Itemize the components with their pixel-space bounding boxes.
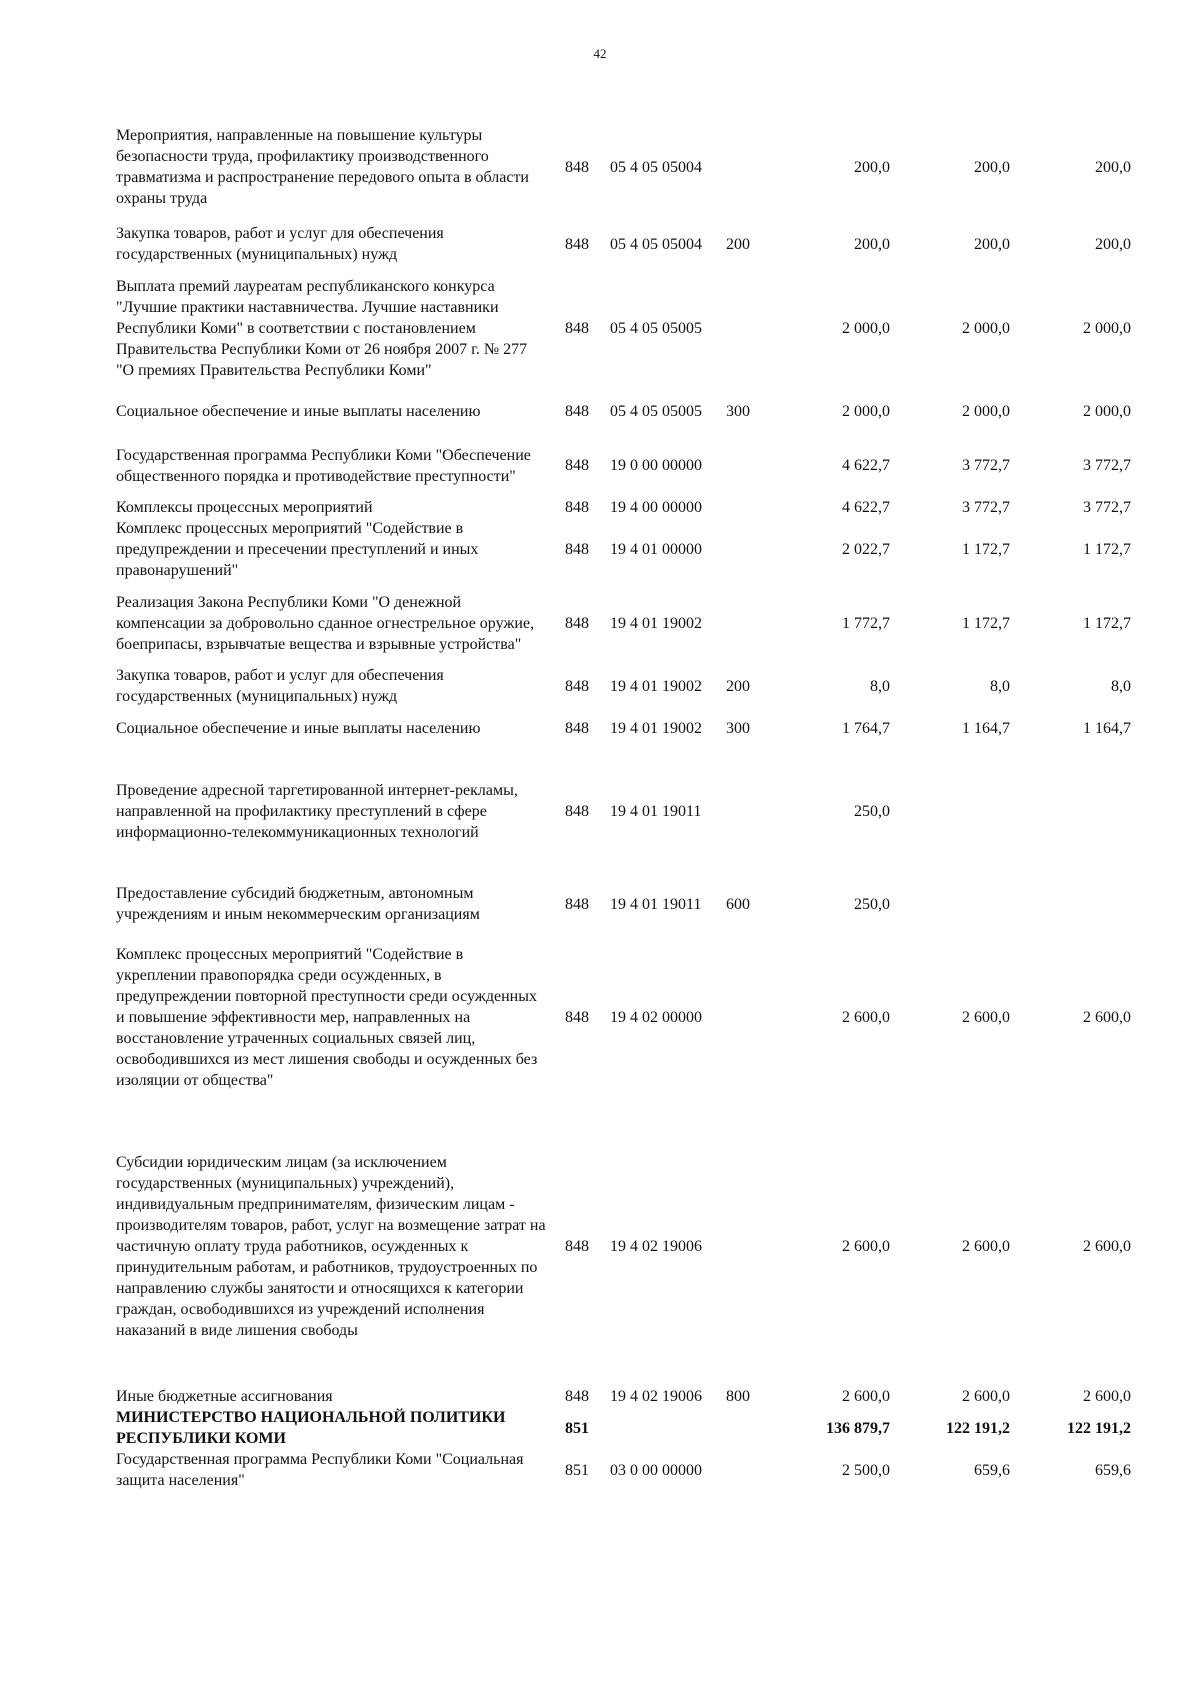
row-amount-3: 2 000,0 — [1083, 403, 1131, 420]
row-csr: 05 4 05 05004 — [610, 235, 702, 253]
row-vr: 200 — [726, 677, 750, 695]
row-gr: 848 — [565, 1388, 589, 1405]
row-name: Государственная программа Республики Коми "Обеспечение общественного порядка и противодействие преступности" — [116, 446, 531, 485]
row-vr — [726, 581, 780, 665]
row-gr: 851 — [565, 1419, 589, 1437]
row-gr: 851 — [565, 1461, 589, 1479]
row-amount-1: 2 000,0 — [842, 403, 890, 420]
row-gr: 848 — [565, 403, 589, 420]
table-row — [116, 769, 1131, 853]
row-amount-3: 3 772,7 — [1083, 457, 1131, 474]
row-amount-3: 1 172,7 — [1083, 614, 1131, 632]
row-amount-1: 2 600,0 — [842, 1237, 890, 1255]
row-vr — [726, 434, 780, 497]
row-gr: 848 — [565, 499, 589, 516]
row-gr: 848 — [565, 235, 589, 253]
row-amount-2: 2 600,0 — [962, 1237, 1010, 1255]
row-vr: 200 — [726, 235, 750, 253]
row-vr — [726, 1407, 780, 1449]
row-amount-1: 2 000,0 — [842, 319, 890, 337]
row-amount-1: 200,0 — [854, 158, 890, 176]
table-row — [116, 1141, 1131, 1351]
row-name: Комплексы процессных мероприятий — [116, 499, 373, 516]
row-amount-3: 200,0 — [1095, 158, 1131, 176]
row-name: Социальное обеспечение и иные выплаты населению — [116, 403, 481, 420]
row-amount-3: 200,0 — [1095, 235, 1131, 253]
row-csr: 19 4 00 00000 — [610, 499, 702, 516]
row-gr: 848 — [565, 457, 589, 474]
row-vr — [726, 125, 780, 209]
row-gr: 848 — [565, 319, 589, 337]
row-amount-1: 200,0 — [854, 235, 890, 253]
row-vr: 600 — [726, 895, 750, 913]
row-amount-2: 1 172,7 — [962, 541, 1010, 558]
row-amount-1: 250,0 — [854, 802, 890, 820]
budget-table — [116, 125, 1131, 1491]
row-amount-3 — [1010, 769, 1131, 853]
table-row — [116, 434, 1131, 497]
row-amount-3: 2 600,0 — [1083, 1388, 1131, 1405]
row-vr — [726, 769, 780, 853]
row-amount-3: 659,6 — [1095, 1461, 1131, 1479]
row-amount-1: 4 622,7 — [842, 457, 890, 474]
row-amount-1: 4 622,7 — [842, 499, 890, 516]
table-row — [116, 223, 1131, 265]
row-csr: 05 4 05 05004 — [610, 158, 702, 176]
row-gr: 848 — [565, 158, 589, 176]
row-name: Проведение адресной таргетированной интернет-рекламы, направленной на профилактику преступлений в сфере информационно-телекоммуникационных технологий — [116, 781, 518, 841]
row-gr: 848 — [565, 895, 589, 913]
row-amount-3: 2 600,0 — [1083, 1008, 1131, 1026]
row-name: Выплата премий лауреатам республиканского конкурса "Лучшие практики наставничества. Лучшие наставники Республики Коми" в соответствии с постановлением Правительства Республики Коми от 26 ноября 2007 г. № 277 "О премиях Правительства Республики Коми" — [116, 277, 528, 379]
row-amount-1: 1 772,7 — [842, 614, 890, 632]
table-row — [116, 518, 1131, 581]
row-csr: 05 4 05 05005 — [610, 319, 702, 337]
row-csr: 19 4 01 19002 — [610, 677, 702, 695]
row-amount-2: 3 772,7 — [962, 457, 1010, 474]
row-amount-3 — [1010, 883, 1131, 925]
row-amount-2: 2 000,0 — [962, 319, 1010, 337]
row-name: Социальное обеспечение и иные выплаты населению — [116, 720, 481, 737]
row-csr: 05 4 05 05005 — [610, 403, 702, 420]
row-name: Государственная программа Республики Коми "Социальная защита населения" — [116, 1451, 524, 1489]
row-vr — [726, 1449, 780, 1491]
row-amount-2: 2 600,0 — [962, 1388, 1010, 1405]
row-vr — [726, 933, 780, 1101]
row-vr — [726, 1141, 780, 1351]
row-amount-2: 2 000,0 — [962, 403, 1010, 420]
table-row — [116, 1407, 1131, 1449]
row-name: Комплекс процессных мероприятий "Содействие в предупреждении и пресечении преступлений и иных правонарушений" — [116, 520, 479, 579]
row-amount-3: 1 164,7 — [1083, 720, 1131, 737]
table-row — [116, 497, 1131, 518]
table-row — [116, 933, 1131, 1101]
row-amount-2 — [890, 769, 1010, 853]
row-amount-1: 2 500,0 — [842, 1461, 890, 1479]
row-gr: 848 — [565, 677, 589, 695]
row-name: Предоставление субсидий бюджетным, автономным учреждениям и иным некоммерческим организациям — [116, 885, 480, 923]
row-name: Реализация Закона Республики Коми "О денежной компенсации за добровольно сданное огнестрельное оружие, боеприпасы, взрывчатые вещества и взрывные устройства" — [116, 593, 535, 653]
row-gr: 848 — [565, 1237, 589, 1255]
row-amount-1: 2 600,0 — [842, 1388, 890, 1405]
row-vr: 300 — [726, 403, 750, 420]
row-csr: 19 0 00 00000 — [610, 457, 702, 474]
table-row — [116, 401, 1131, 422]
row-vr: 300 — [726, 720, 750, 737]
row-name: Закупка товаров, работ и услуг для обеспечения государственных (муниципальных) нужд — [116, 225, 444, 263]
row-csr — [606, 1407, 726, 1449]
row-vr — [726, 497, 780, 518]
row-csr: 19 4 01 19002 — [610, 720, 702, 737]
row-amount-3: 8,0 — [1111, 677, 1131, 695]
row-csr: 19 4 02 19006 — [610, 1388, 702, 1405]
row-csr: 19 4 01 19011 — [610, 895, 702, 913]
row-amount-2: 200,0 — [974, 158, 1010, 176]
row-vr — [726, 265, 780, 391]
row-amount-2 — [890, 883, 1010, 925]
table-row — [116, 125, 1131, 209]
row-amount-1: 8,0 — [870, 677, 890, 695]
row-gr: 848 — [565, 541, 589, 558]
row-csr: 19 4 02 19006 — [610, 1237, 702, 1255]
table-row — [116, 265, 1131, 391]
table-row — [116, 665, 1131, 707]
row-csr: 03 0 00 00000 — [610, 1461, 702, 1479]
table-row — [116, 883, 1131, 925]
row-amount-1: 2 600,0 — [842, 1008, 890, 1026]
row-name: Субсидии юридическим лицам (за исключением государственных (муниципальных) учреждений), индивидуальным предпринимателям, физическим лицам - производителям товаров, работ, услуг на возмещение затрат на частичную оплату труда работников, осужденных к принудительным работам, и работников, трудоустроенных по направлению службы занятости и относящихся к категории граждан, освободившихся из учреждений исполнения наказаний в виде лишения свободы — [116, 1153, 546, 1339]
table-row — [116, 718, 1131, 739]
row-name: Иные бюджетные ассигнования — [116, 1388, 333, 1405]
row-amount-3: 122 191,2 — [1067, 1419, 1131, 1437]
row-name: Комплекс процессных мероприятий "Содействие в укреплении правопорядка среди осужденных, в предупреждении повторной преступности среди осужденных и повышение эффективности мер, направленных на восстановление утраченных социальных связей лиц, освободившихся из мест лишения свободы и осужденных без изоляции от общества" — [116, 945, 538, 1089]
row-amount-3: 1 172,7 — [1083, 541, 1131, 558]
row-vr: 800 — [726, 1388, 750, 1405]
row-csr: 19 4 01 19011 — [610, 802, 702, 820]
row-amount-2: 3 772,7 — [962, 499, 1010, 516]
row-amount-2: 8,0 — [990, 677, 1010, 695]
row-amount-2: 122 191,2 — [946, 1419, 1010, 1437]
row-amount-1: 250,0 — [854, 895, 890, 913]
row-gr: 848 — [565, 614, 589, 632]
row-amount-2: 1 164,7 — [962, 720, 1010, 737]
table-row — [116, 581, 1131, 665]
row-csr: 19 4 01 00000 — [610, 541, 702, 558]
row-amount-3: 3 772,7 — [1083, 499, 1131, 516]
row-amount-1: 1 764,7 — [842, 720, 890, 737]
row-name: МИНИСТЕРСТВО НАЦИОНАЛЬНОЙ ПОЛИТИКИ РЕСПУБЛИКИ КОМИ — [116, 1409, 506, 1447]
table-row — [116, 1386, 1131, 1407]
row-csr: 19 4 01 19002 — [610, 614, 702, 632]
row-name: Закупка товаров, работ и услуг для обеспечения государственных (муниципальных) нужд — [116, 667, 444, 705]
row-amount-2: 659,6 — [974, 1461, 1010, 1479]
row-gr: 848 — [565, 802, 589, 820]
row-gr: 848 — [565, 1008, 589, 1026]
row-csr: 19 4 02 00000 — [610, 1008, 702, 1026]
row-amount-3: 2 000,0 — [1083, 319, 1131, 337]
page-number: 42 — [593, 46, 607, 61]
row-name: Мероприятия, направленные на повышение культуры безопасности труда, профилактику производственного травматизма и распространение передового опыта в области охраны труда — [116, 127, 529, 207]
row-amount-3: 2 600,0 — [1083, 1237, 1131, 1255]
row-vr — [726, 518, 780, 581]
row-amount-1: 2 022,7 — [842, 541, 890, 558]
row-amount-2: 2 600,0 — [962, 1008, 1010, 1026]
row-gr: 848 — [565, 720, 589, 737]
table-row — [116, 1449, 1131, 1491]
row-amount-1: 136 879,7 — [826, 1419, 890, 1437]
row-amount-2: 200,0 — [974, 235, 1010, 253]
row-amount-2: 1 172,7 — [962, 614, 1010, 632]
